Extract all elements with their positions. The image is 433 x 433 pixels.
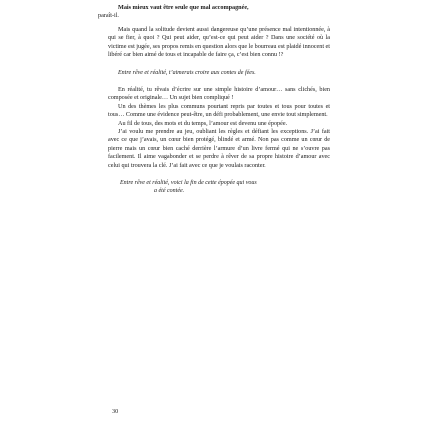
epigraph-1: Entre rêve et réalité, t’aimerais croire aux contes de fées. — [118, 69, 256, 76]
epigraph-2-line-2: a été contée. — [154, 188, 185, 195]
paragraph-themes: Un des thèmes les plus communs pourtant repris par toutes et tous pour toutes et tous… Comme une évidence peut-être, un défi probablement, une envie tout simplement. — [108, 102, 330, 119]
epigraph-2-line-1: Entre rêve et réalité, voici la fin de cette épopée qui vous — [120, 180, 257, 187]
paragraph-solitude: Mais quand la solitude devient aussi dangereuse qu’une présence mal intentionnée, à qui se fier, à quoi ? Qui peut aider, qu’est-ce qui peut aider ? Dans une société où la victime est jugée, ses propos remis en question alors que le bourreau est plaidé innocent et libéré car bien aimé de tous et incapable de faire ça, c’est bien connu !? — [108, 25, 330, 59]
paragraph-game: J’ai voulu me prendre au jeu, oubliant les règles et défiant les exceptions. J’ai fait avec ce que j’avais, un cœur bien protégé, blindé et armé. Non pas comme un cœur de pierre mais un cœur bien caché derrière l’armure d’un livre fermé qui ne s’ouvre pas facilement. Il aime vagabonder et se perdre à rêver de sa propre histoire d’amour avec celui qui trouvera la clé. J’ai fait avec ce que je voulais raconter. — [108, 127, 330, 169]
paragraph-epic: Au fil de tous, des mots et du temps, l’amour est devenu une épopée. — [118, 119, 288, 127]
intro-line-2: paraît-il. — [98, 12, 119, 20]
paragraph-reality: En réalité, tu rêvais d’écrire sur une simple histoire d’amour… sans clichés, bien composée et originale… Un sujet bien compliqué ! — [108, 85, 330, 102]
page-number: 30 — [112, 408, 119, 415]
intro-line-1: Mais mieux vaut être seule que mal accompagnée, — [118, 4, 249, 11]
intro-paragraph — [98, 4, 330, 21]
text-column — [98, 4, 330, 195]
